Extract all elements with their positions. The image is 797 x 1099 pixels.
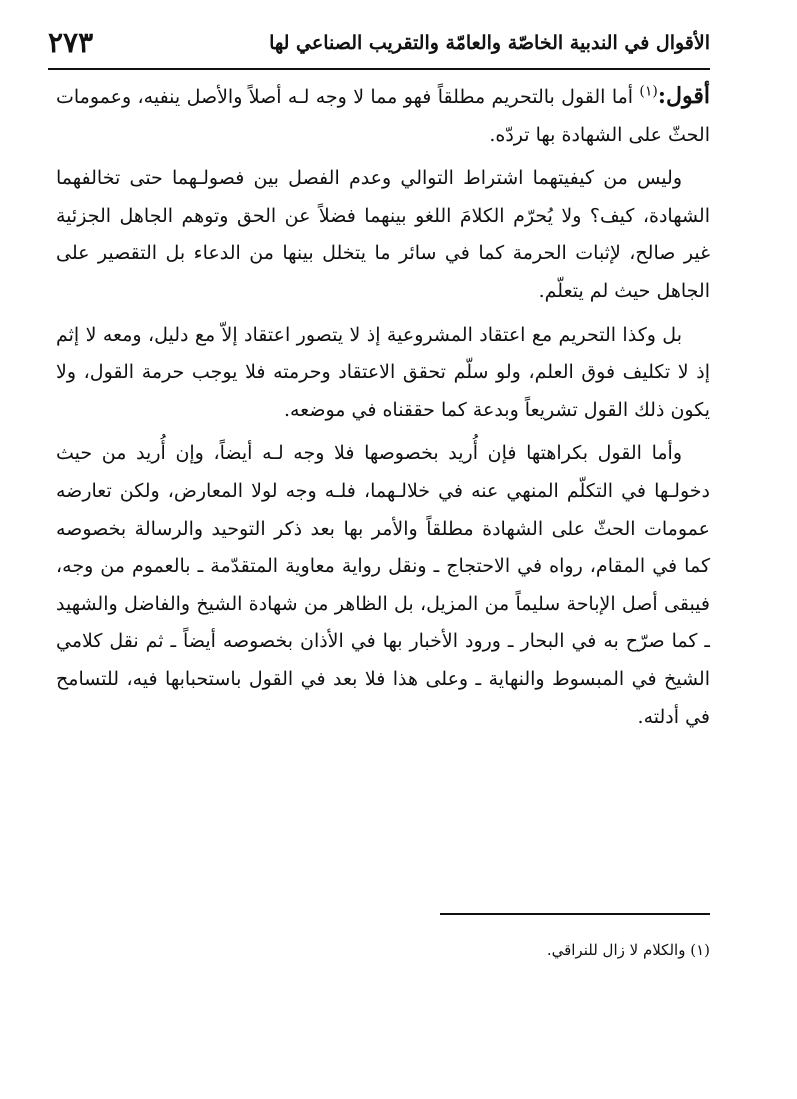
paragraph-4: وأما القول بكراهتها فإن أُريد بخصوصها فلا وجه لـه أيضاً، وإن أُريد من حيث دخولـها في التكلّم المنهي عنه في خلالـهما، فلـه وجه لولا المعارض، ولكن تعارضه عمومات الحثّ على الشهادة مطلقاً والأمر بها بعد ذكر التوحيد والرسالة بخصوصه كما في المقام، رواه في الاحتجاج ـ ونقل رواية معاوية المتقدّمة ـ بالعموم من وجه، فيبقى أصل الإباحة سليماً من المزيل، بل الظاهر من شهادة الشيخ والفاضل والشهيد ـ كما صرّح به في البحار ـ ورود الأخبار بها في الأذان بخصوصه أيضاً ـ ثم نقل كلامي الشيخ في المبسوط والنهاية ـ وعلى هذا فلا بعد في القول باستحبابها فيه، للتسامح في أدلته. — [56, 442, 710, 728]
footnote-reference: (١) — [639, 83, 658, 100]
header-divider — [48, 68, 710, 70]
page-number: ٢٧٣ — [48, 26, 94, 59]
main-text — [56, 78, 710, 742]
page-header — [48, 24, 710, 68]
footnote: (١) والكلام لا زال للنراقي. — [546, 941, 710, 959]
paragraph-2: وليس من كيفيتهما اشتراط التوالي وعدم الفصل بين فصولـهما حتى تخالفهما الشهادة، كيف؟ ولا يُحرّم الكلامَ اللغو بينهما فضلاً عن الحق وتوهم الجاهل الجزئية غير صالح، لإثبات الحرمة كما في سائر ما يتخلل بينها من الدعاء بل التقصير على الجاهل حيث لم يتعلّم. — [56, 167, 710, 302]
paragraph-3: بل وكذا التحريم مع اعتقاد المشروعية إذ لا يتصور اعتقاد إلاّ مع دليل، ومعه لا إثم إذ لا تكليف فوق العلم، ولو سلّم تحقق الاعتقاد وحرمته فلا يوجب حرمة القول، ولا يكون ذلك القول تشريعاً وبدعة كما حققناه في موضعه. — [56, 323, 710, 421]
footnote-divider — [440, 913, 710, 915]
paragraph-1-text: أما القول بالتحريم مطلقاً فهو مما لا وجه لـه أصلاً والأصل ينفيه، وعمومات الحثّ على الشهادة بها تردّه. — [56, 86, 710, 146]
paragraph-1 — [56, 78, 710, 154]
running-title: الأقوال في الندبية الخاصّة والعامّة والتقريب الصناعي لها — [269, 32, 710, 54]
lead-word: أقول: — [657, 83, 710, 109]
